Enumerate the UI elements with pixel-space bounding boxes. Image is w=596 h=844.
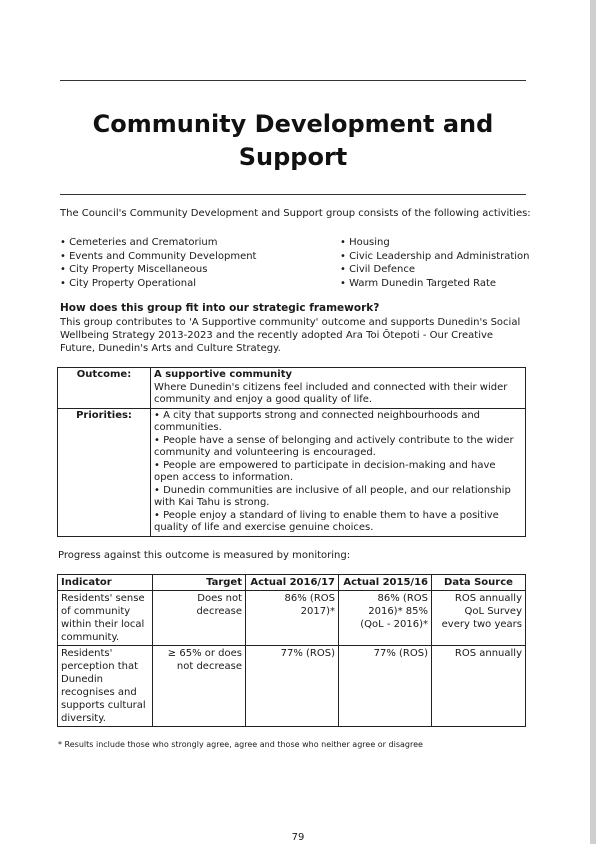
list-item: • City Property Operational — [60, 277, 256, 291]
table-cell: Residents' perception that Dunedin recognises and supports cultural diversity. — [58, 646, 153, 727]
priority-item: • People are empowered to participate in decision-making and have open access to information. — [154, 460, 522, 485]
table-cell: 86% (ROS 2016)* 85% (QoL - 2016)* — [339, 591, 432, 646]
table-cell: ROS annually — [432, 646, 526, 727]
table-cell: ≥ 65% or does not decrease — [153, 646, 246, 727]
page-edge — [590, 0, 596, 844]
column-header: Actual 2016/17 — [246, 575, 339, 591]
activities-list-left — [60, 236, 256, 290]
table-row — [58, 646, 526, 727]
table-cell: Residents' sense of community within their local community. — [58, 591, 153, 646]
page-title: Community Development and Support — [92, 110, 494, 171]
title-rule — [60, 194, 526, 195]
priority-item: • People have a sense of belonging and actively contribute to the wider community and volunteering is encouraged. — [154, 435, 522, 460]
table-cell: 77% (ROS) — [246, 646, 339, 727]
priorities-label: Priorities: — [58, 408, 151, 536]
priorities-cell — [151, 408, 526, 536]
list-item: • Civic Leadership and Administration — [340, 250, 530, 264]
table-header-row — [58, 575, 526, 591]
list-item: • Cemeteries and Crematorium — [60, 236, 256, 250]
list-item: • City Property Miscellaneous — [60, 263, 256, 277]
table-row — [58, 368, 526, 409]
outcome-text: Where Dunedin's citizens feel included and connected with their wider community and enjoy a good quality of life. — [154, 381, 508, 405]
framework-heading: How does this group fit into our strategic framework? — [60, 302, 380, 314]
column-header: Indicator — [58, 575, 153, 591]
activities-list-right — [340, 236, 530, 290]
framework-paragraph: This group contributes to 'A Supportive community' outcome and supports Dunedin's Social Wellbeing Strategy 2013-2023 and the recently adopted Ara Toi Ōtepoti - Our Creative Future, Dunedin's Arts and Culture Strategy. — [60, 317, 521, 354]
list-item: • Civil Defence — [340, 263, 530, 277]
outcome-cell — [151, 368, 526, 409]
table-row — [58, 408, 526, 536]
table-cell: ROS annually QoL Survey every two years — [432, 591, 526, 646]
list-item: • Warm Dunedin Targeted Rate — [340, 277, 530, 291]
column-header: Target — [153, 575, 246, 591]
list-item: • Events and Community Development — [60, 250, 256, 264]
table-cell: Does not decrease — [153, 591, 246, 646]
table-cell: 86% (ROS 2017)* — [246, 591, 339, 646]
table-row — [58, 591, 526, 646]
list-item: • Housing — [340, 236, 530, 250]
footnote: * Results include those who strongly agree, agree and those who neither agree or disagree — [58, 740, 423, 749]
monitoring-text: Progress against this outcome is measured by monitoring: — [58, 550, 351, 561]
priority-item: • Dunedin communities are inclusive of all people, and our relationship with Kai Tahu is strong. — [154, 485, 522, 510]
priority-item: • A city that supports strong and connected neighbourhoods and communities. — [154, 410, 522, 435]
top-rule — [60, 80, 526, 81]
page-number: 79 — [291, 832, 305, 843]
outcome-label: Outcome: — [58, 368, 151, 409]
outcome-table — [57, 367, 526, 537]
priority-item: • People enjoy a standard of living to enable them to have a positive quality of life and exercise genuine choices. — [154, 510, 522, 535]
table-cell: 77% (ROS) — [339, 646, 432, 727]
intro-text: The Council's Community Development and Support group consists of the following activities: — [60, 208, 531, 219]
indicator-table — [57, 574, 526, 727]
column-header: Actual 2015/16 — [339, 575, 432, 591]
column-header: Data Source — [432, 575, 526, 591]
outcome-title: A supportive community — [154, 369, 293, 380]
